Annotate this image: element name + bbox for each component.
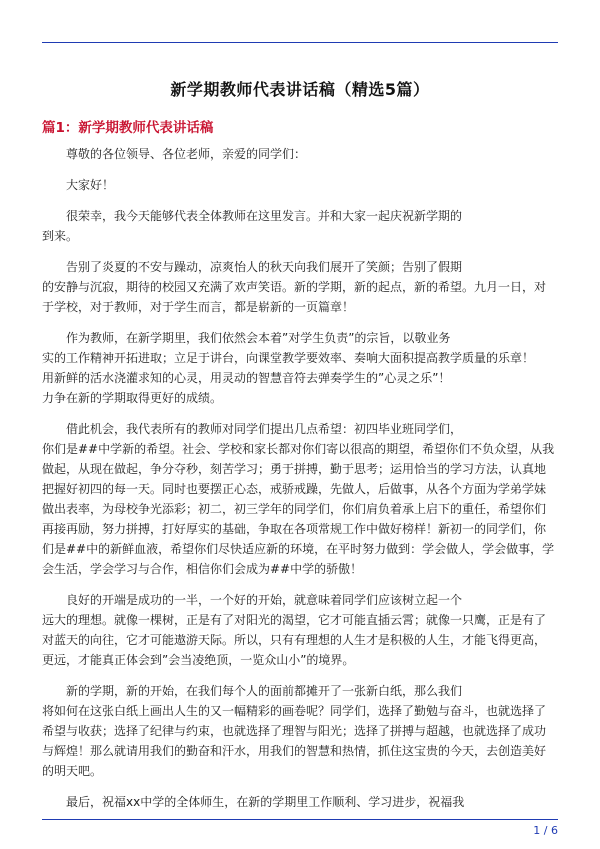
paragraph-line: 实的工作精神开拓进取；立足于讲台，向课堂教学要效率、奏响大面积提高教学质量的乐章！ [42, 351, 535, 365]
paragraph-line: 再接再励，努力拼搏，打好厚实的基础，争取在各项常规工作中做好榜样！新初一的同学们，你 [42, 522, 547, 536]
document-title: 新学期教师代表讲话稿（精选5篇） [170, 80, 430, 99]
section-title: 篇1：新学期教师代表讲话稿 [42, 120, 214, 136]
paragraph [42, 206, 558, 246]
paragraph-line: 借此机会，我代表所有的教师对同学们提出几点希望：初四毕业班同学们， [66, 422, 463, 436]
paragraph-line: 把握好初四的每一天。同时也要摆正心态，戒骄戒躁，先做人，后做事，从各个方面为学弟学妹 [42, 482, 547, 496]
paragraph-line: 们是##中的新鲜血液，希望你们尽快适应新的环境，在平时努力做到：学会做人，学会做事，学 [42, 542, 555, 556]
paragraph [42, 175, 558, 195]
paragraph-line: 最后，祝福xx中学的全体师生，在新的学期里工作顺利、学习进步，祝福我 [66, 795, 465, 809]
paragraph-line: 尊敬的各位领导、各位老师，亲爱的同学们： [66, 147, 307, 161]
paragraph-line: 作为教师，在新学期里，我们依然会本着”对学生负责”的宗旨，以敬业务 [66, 331, 451, 345]
paragraph-line: 做出表率，为母校争光添彩；初二，初三学年的同学们，你们肩负着承上启下的重任，希望你们 [42, 502, 547, 516]
paragraph-line: 于学校，对于教师，对于学生而言，都是崭新的一页篇章！ [42, 300, 355, 314]
paragraph-line: 的安静与沉寂，期待的校园又充满了欢声笑语。新的学期，新的起点，新的希望。九月一日，对 [42, 280, 547, 294]
paragraph [42, 144, 558, 164]
paragraph-line: 到来。 [42, 229, 79, 243]
paragraph-line: 会生活，学会学习与合作，相信你们会成为##中学的骄傲！ [42, 562, 363, 576]
paragraph-line: 告别了炎夏的不安与躁动，凉爽怡人的秋天向我们展开了笑颜；告别了假期 [66, 260, 463, 274]
page-indicator: 1 / 6 [533, 824, 558, 837]
paragraph-line: 新的学期，新的开始，在我们每个人的面前都摊开了一张新白纸，那么我们 [66, 684, 463, 698]
paragraph [42, 328, 558, 408]
paragraph-line: 很荣幸，我今天能够代表全体教师在这里发言。并和大家一起庆祝新学期的 [66, 209, 463, 223]
paragraph [42, 792, 558, 812]
paragraph [42, 419, 558, 579]
paragraph-line: 更远，才能真正体会到”会当凌绝顶，一览众山小”的境界。 [42, 653, 355, 667]
paragraph-line: 做起，从现在做起，争分夺秒，刻苦学习；勇于拼搏，勤于思考；运用恰当的学习方法，认真地 [42, 462, 547, 476]
paragraph-line: 的明天吧。 [42, 764, 103, 778]
paragraph-line: 力争在新的学期取得更好的成绩。 [42, 391, 223, 405]
paragraph-line: 远大的理想。就像一棵树，正是有了对阳光的渴望，它才可能直插云霄；就像一只鹰，正是有了 [42, 613, 547, 627]
paragraph-line: 将如何在这张白纸上画出人生的又一幅精彩的画卷呢？同学们，选择了勤勉与奋斗，也就选择了 [42, 704, 547, 718]
paragraph-line: 对蓝天的向往，它才可能遨游天际。所以，只有有理想的人生才是积极的人生，才能飞得更高， [42, 633, 547, 647]
footer-rule [42, 819, 558, 820]
paragraph-line: 大家好！ [66, 178, 115, 192]
paragraph-line: 希望与收获；选择了纪律与约束，也就选择了理智与阳光；选择了拼搏与超越，也就选择了成功 [42, 724, 547, 738]
paragraph-line: 你们是##中学新的希望。社会、学校和家长都对你们寄以很高的期望，希望你们不负众望，从我 [42, 442, 555, 456]
header-rule [42, 42, 558, 43]
paragraph-line: 良好的开端是成功的一半，一个好的开始，就意味着同学们应该树立起一个 [66, 593, 463, 607]
paragraph [42, 257, 558, 317]
paragraph [42, 590, 558, 670]
paragraph-line: 用新鲜的活水浇灌求知的心灵，用灵动的智慧音符去弹奏学生的”心灵之乐”！ [42, 371, 451, 385]
document-body [42, 144, 558, 823]
paragraph [42, 681, 558, 781]
paragraph-line: 与辉煌！那么就请用我们的勤奋和汗水，用我们的智慧和热情，抓住这宝贵的今天，去创造美好 [42, 744, 547, 758]
